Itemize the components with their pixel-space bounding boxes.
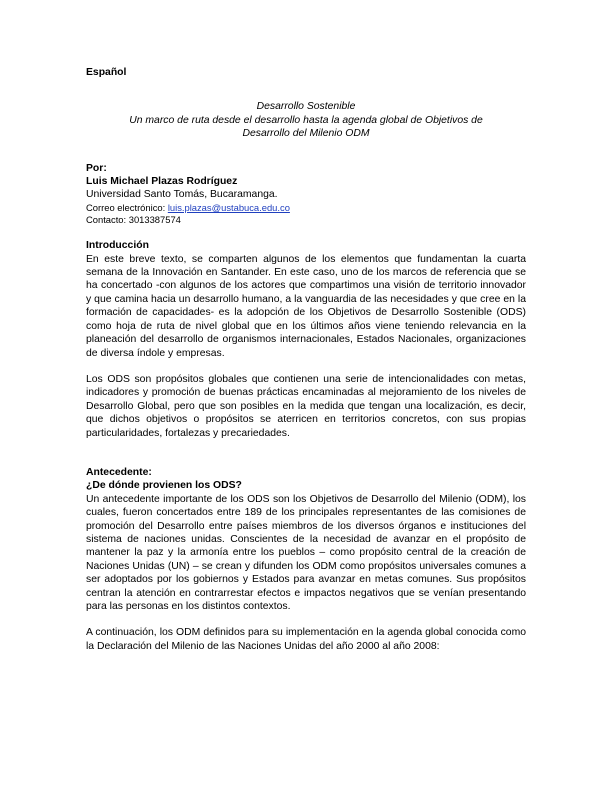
author-contact: Contacto: 3013387574 (86, 214, 181, 226)
title-line-1: Desarrollo Sostenible (256, 101, 356, 113)
antecedente-question: ¿De dónde provienen los ODS? (86, 480, 242, 492)
introduccion-paragraph-1: En este breve texto, se comparten algunos de los elementos que fundamentan la cuarta semana de la Innovación en Santander. En este caso, uno de los marcos de referencia que se ha concertado -con algunos de los actores que compartimos una visión de territorio innovador y que camina hacia un desarrollo humano, a la vanguardia de las necesidades y que cree en la formación de capacidades- es la adopción de los Objetivos de Desarrollo Sostenible (ODS) como hoja de ruta de nivel global que en los últimos años viene teniendo relevancia en la planeación del desarrollo de organismos internacionales, Estados Nacionales, organizaciones de diversa índole y empresas. (86, 253, 526, 359)
antecedente-heading: Antecedente: (86, 466, 152, 478)
author-affiliation: Universidad Santo Tomás, Bucaramanga. (86, 189, 278, 201)
author-block (86, 162, 526, 227)
title-line-3: Desarrollo del Milenio ODM (242, 128, 370, 140)
by-label: Por: (86, 162, 107, 174)
language-label: Español (86, 67, 127, 78)
author-name: Luis Michael Plazas Rodríguez (86, 176, 238, 188)
introduccion-paragraph-2: Los ODS son propósitos globales que contienen una serie de intencionalidades con metas, indicadores y promoción de buenas prácticas encaminadas al mejoramiento de los niveles de Desarrollo Global, pero que son posibles en la medida que tengan una localización, es decir, que dichos objetivos o propósitos se aterricen en territorios concretos, con sus propias particularidades, fortalezas y precariedades. (86, 373, 526, 439)
document-body (86, 66, 526, 666)
antecedente-paragraph-2: A continuación, los ODM definidos para su implementación en la agenda global conocida como la Declaración del Milenio de las Naciones Unidas del año 2000 al año 2008: (86, 627, 526, 652)
email-link[interactable]: luis.plazas@ustabuca.edu.co (167, 201, 290, 213)
section-spacer (86, 453, 526, 466)
introduccion-heading: Introducción (86, 240, 149, 252)
author-email-line (86, 202, 526, 214)
title-line-2: Un marco de ruta desde el desarrollo hasta la agenda global de Objetivos de (129, 114, 483, 126)
title-block (86, 100, 526, 140)
antecedente-paragraph-1: Un antecedente importante de los ODS son los Objetivos de Desarrollo del Milenio (ODM), los cuales, fueron concertados entre 189 de los principales representantes de las comisiones de promoción del Desarrollo entre países miembros de los diversos órganos e instituciones del sistema de naciones unidas. Conscientes de la necesidad de avanzar en el propósito de mantener la paz y la armonía entre los pueblos – como propósito central de la creación de Naciones Unidas (UN) – se crean y difunden los ODM como propósitos universales comunes a ser adoptados por los gobiernos y Estados para avanzar en metas comunes. Sus propósitos centran la atención en contrarrestar efectos e impactos negativos que se venían presentando para las personas en los distintos contextos. (86, 493, 526, 612)
email-label: Correo electrónico: (86, 201, 168, 213)
